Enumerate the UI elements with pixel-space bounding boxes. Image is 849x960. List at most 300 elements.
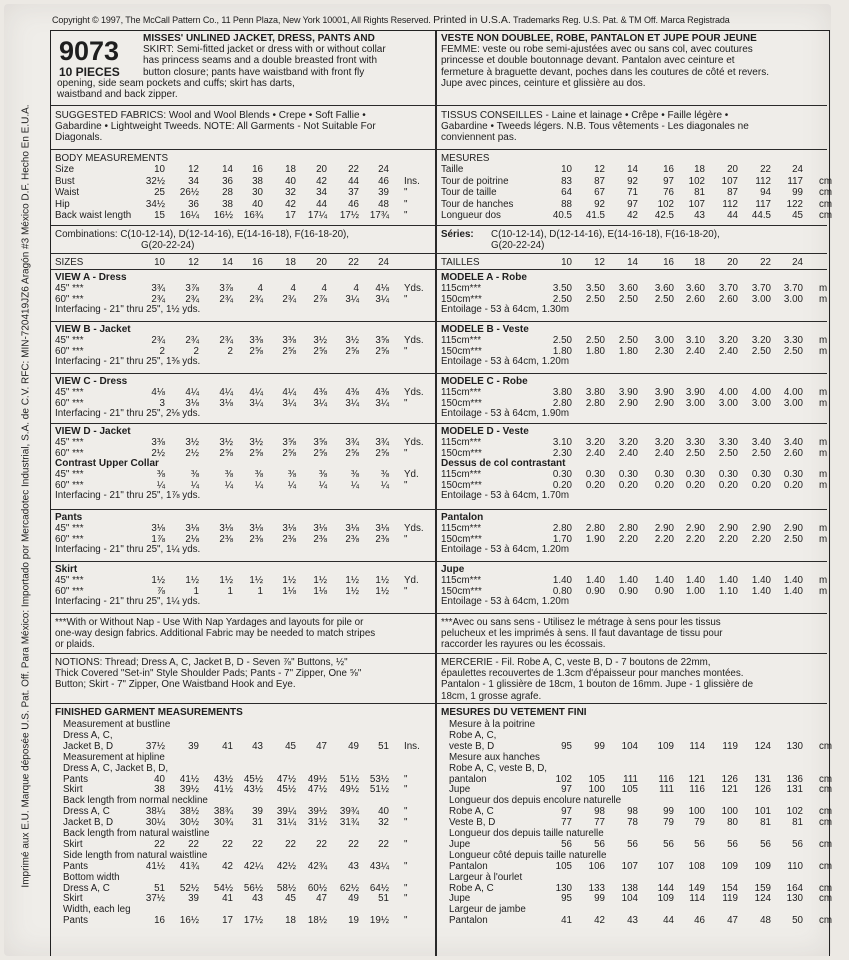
value-cell: 3½ (219, 437, 233, 448)
title-line: SKIRT: Semi-fitted jacket or dress with or without collar (143, 44, 386, 56)
unit-cell: " (404, 882, 408, 894)
value-cell: 56 (727, 838, 738, 850)
value-cell: 3⅝ (282, 437, 296, 448)
sizes-section (437, 253, 827, 269)
value-cell: 1½ (282, 575, 296, 586)
value-cell: 3⅞ (185, 283, 199, 294)
value-cell: 51 (378, 893, 389, 905)
value-cell: 105 (555, 860, 572, 872)
view-section (437, 561, 827, 613)
finished-note: Robe A, C, veste B, D, (449, 762, 548, 774)
value-cell: 40 (154, 773, 165, 785)
value-cell: 12 (188, 164, 199, 175)
unit-cell: Yds. (404, 335, 424, 346)
value-cell: 117 (755, 198, 771, 210)
yardage-row (51, 437, 435, 448)
value-cell: 2.80 (552, 397, 572, 409)
value-cell: 1⅞ (151, 533, 165, 545)
row-label: 60" *** (55, 293, 84, 305)
yardage-row (437, 335, 827, 346)
row-label: 45" *** (55, 283, 84, 294)
value-cell: 3½ (249, 437, 263, 448)
row-label: TAILLES (441, 257, 480, 268)
value-cell: 124 (754, 740, 771, 752)
value-cell: 18 (285, 257, 296, 268)
value-cell: 116 (689, 784, 705, 796)
value-cell: 130 (555, 882, 572, 894)
unit-cell: " (404, 817, 408, 829)
value-cell: 37½ (145, 893, 165, 905)
value-cell: 56 (561, 838, 572, 850)
notions-line: Thick Covered "Set-in" Style Shoulder Pads; Pants - 7" Zipper, One ⅝" (55, 668, 362, 680)
value-cell: 31½ (307, 817, 327, 829)
view-section (437, 509, 827, 561)
value-cell: 1.90 (585, 533, 605, 545)
value-cell: 97 (663, 175, 674, 187)
value-cell: 1.80 (585, 345, 605, 357)
value-cell: 38¼ (145, 806, 165, 818)
value-cell: 3.70 (751, 283, 771, 294)
unit-cell: cm (819, 198, 833, 210)
value-cell: 94 (760, 187, 771, 198)
unit-cell: Yds. (404, 283, 424, 294)
value-cell: 2 (193, 345, 199, 357)
value-cell: 47½ (276, 773, 296, 785)
nap-line: or plaids. (55, 639, 95, 651)
value-cell: 149 (688, 882, 705, 894)
value-cell: 2.80 (552, 523, 572, 534)
value-cell: 20 (727, 257, 738, 268)
value-cell: 4¼ (249, 387, 263, 398)
value-cell: 47 (727, 915, 738, 927)
row-label: 60" *** (55, 585, 84, 597)
unit-cell: " (404, 210, 408, 221)
yardage-row (437, 448, 827, 459)
value-cell: 130 (786, 740, 803, 752)
value-cell: 87 (594, 175, 605, 187)
body-row (51, 164, 435, 175)
value-cell: 58½ (276, 882, 296, 894)
view-section (437, 373, 827, 423)
row-label: Tour de poitrine (441, 175, 509, 187)
value-cell: 41½ (179, 773, 199, 785)
view-section (51, 509, 435, 561)
value-cell: 2⅝ (345, 345, 359, 357)
value-cell: 32 (378, 817, 389, 829)
finished-row (437, 817, 833, 829)
value-cell: 43 (694, 210, 705, 221)
value-cell: 51 (154, 882, 165, 894)
unit-cell: Yds. (404, 387, 424, 398)
value-cell: 2.90 (783, 523, 803, 534)
value-cell: 3¼ (375, 293, 389, 305)
value-cell: 114 (689, 740, 705, 752)
value-cell: 0.80 (552, 585, 572, 597)
body-row (51, 187, 435, 198)
value-cell: 2⅜ (249, 533, 263, 545)
nap-line: ***With or Without Nap - Use With Nap Yardages and layouts for pile or (55, 617, 364, 628)
value-cell: 0.30 (718, 469, 738, 480)
value-cell: ¼ (350, 479, 359, 491)
value-cell: 3½ (345, 335, 359, 346)
title-line: waistband and back zipper. (57, 89, 178, 100)
value-cell: 119 (722, 740, 738, 752)
value-cell: 16½ (213, 210, 233, 221)
value-cell: 42 (627, 210, 638, 221)
value-cell: 41½ (145, 860, 165, 872)
value-cell: 2.80 (585, 523, 605, 534)
value-cell: 14 (222, 257, 233, 268)
value-cell: ⅜ (254, 469, 263, 480)
value-cell: 3⅛ (375, 523, 389, 534)
value-cell: 39 (188, 740, 199, 752)
value-cell: 109 (721, 860, 738, 872)
value-cell: 131 (754, 773, 771, 785)
view-title: Pants (55, 512, 83, 523)
value-cell: 16 (154, 915, 165, 927)
row-label: Skirt (63, 838, 83, 850)
value-cell: 12 (594, 257, 605, 268)
side-text: Imprimé aux E.U. Marque déposée U.S. Pat. Off. Para México: Importado por Mercadotec Industrial, S.A. de C.V. RFC: MIN-720419JZ6 Aragón #3 México D.F. Hecho En E.U.A. (20, 104, 32, 888)
value-cell: 2.80 (585, 397, 605, 409)
value-cell: 4.00 (751, 387, 771, 398)
value-cell: 79 (694, 817, 705, 829)
value-cell: 2⅝ (249, 447, 263, 459)
value-cell: 144 (657, 882, 674, 894)
value-cell: 2.80 (618, 523, 638, 534)
value-cell: 71 (627, 187, 638, 198)
value-cell: 60½ (307, 882, 327, 894)
value-cell: 3.10 (685, 335, 705, 346)
value-cell: 99 (594, 740, 605, 752)
value-cell: 0.30 (654, 469, 674, 480)
value-cell: 22 (378, 838, 389, 850)
value-cell: 98 (627, 806, 638, 818)
row-label: 150cm*** (441, 447, 482, 459)
value-cell: 3½ (313, 335, 327, 346)
value-cell: 102 (688, 175, 705, 187)
row-label: Jupe (449, 893, 471, 905)
body-measurements-section (437, 149, 833, 225)
value-cell: 0.30 (585, 469, 605, 480)
value-cell: 4 (290, 283, 296, 294)
value-cell: 1.80 (552, 345, 572, 357)
unit-cell: " (404, 806, 408, 818)
value-cell: 2.50 (618, 293, 638, 305)
body-row (51, 210, 435, 221)
value-cell: 3⅜ (151, 437, 165, 448)
row-label: Dress A, C (63, 806, 110, 818)
nap-line: pelucheux et les imprimés à sens. Il faut davantage de tissu pour (441, 628, 723, 640)
value-cell: 26½ (179, 187, 199, 198)
value-cell: 77 (561, 817, 572, 829)
value-cell: 22 (154, 838, 165, 850)
value-cell: 1.10 (718, 585, 738, 597)
value-cell: 102 (657, 198, 674, 210)
value-cell: 48 (760, 915, 771, 927)
row-label: 45" *** (55, 575, 84, 586)
row-label: 60" *** (55, 397, 84, 409)
value-cell: 43 (348, 860, 359, 872)
value-cell: 0.20 (783, 479, 803, 491)
unit-cell: " (404, 784, 408, 796)
unit-cell: cm (819, 187, 833, 198)
value-cell: 109 (657, 893, 674, 905)
value-cell: 2.50 (718, 447, 738, 459)
unit-cell: m (819, 523, 828, 534)
unit-cell: m (819, 585, 828, 597)
value-cell: 42 (285, 198, 296, 210)
finished-row (51, 861, 435, 872)
finished-row (51, 817, 435, 828)
value-cell: 1.40 (751, 575, 771, 586)
value-cell: 130 (786, 893, 803, 905)
value-cell: 3¼ (313, 397, 327, 409)
value-cell: 4 (321, 283, 327, 294)
value-cell: 37 (348, 187, 359, 198)
value-cell: 14 (222, 164, 233, 175)
value-cell: 3.60 (618, 283, 638, 294)
combinations-section (437, 225, 827, 253)
body-row (437, 164, 827, 175)
value-cell: 50 (792, 915, 803, 927)
value-cell: ¼ (156, 479, 165, 491)
value-cell: 1½ (313, 575, 327, 586)
value-cell: 2⅝ (282, 345, 296, 357)
value-cell: 22 (348, 257, 359, 268)
finished-row (437, 784, 833, 796)
value-cell: 2.60 (783, 447, 803, 459)
value-cell: 31¾ (339, 817, 359, 829)
row-label: Waist (55, 187, 80, 198)
value-cell: 2¾ (219, 293, 233, 305)
value-cell: 44 (348, 175, 359, 187)
value-cell: 0.20 (718, 479, 738, 491)
value-cell: 2.40 (685, 345, 705, 357)
value-cell: 1½ (249, 575, 263, 586)
row-label: 150cm*** (441, 293, 482, 305)
unit-cell: m (819, 345, 828, 357)
finished-note: Longueur côté depuis taille naturelle (449, 849, 607, 861)
value-cell: 3.00 (685, 397, 705, 409)
value-cell: 2⅜ (375, 533, 389, 545)
row-label: Bust (55, 175, 75, 187)
finished-row (51, 784, 435, 795)
yardage-row (51, 387, 435, 398)
value-cell: 88 (561, 198, 572, 210)
trademark-text: Trademarks Reg. U.S. Pat. & TM Off. Marca Registrada (513, 15, 730, 25)
unit-cell: cm (819, 175, 833, 187)
value-cell: 104 (621, 740, 638, 752)
row-label: Robe A, C (449, 882, 494, 894)
value-cell: 1⅛ (282, 585, 296, 597)
series-line: G(20-22-24) (491, 240, 545, 251)
value-cell: 133 (588, 882, 605, 894)
value-cell: 2.30 (654, 345, 674, 357)
finished-row (437, 773, 833, 785)
value-cell: 124 (754, 893, 771, 905)
value-cell: 40 (252, 198, 263, 210)
value-cell: 112 (755, 175, 771, 187)
value-cell: 3⅛ (151, 523, 165, 534)
finished-row (51, 741, 435, 752)
value-cell: 2⅝ (282, 447, 296, 459)
finished-note: Mesure à la poitrine (449, 719, 536, 730)
sizes-row (51, 257, 435, 268)
value-cell: 36 (188, 198, 199, 210)
unit-cell: cm (819, 784, 833, 796)
value-cell: 12 (594, 164, 605, 175)
finished-row (437, 740, 833, 752)
yardage-row (437, 283, 827, 294)
body-measurements-section (51, 149, 435, 225)
value-cell: 46 (378, 175, 389, 187)
value-cell: 43 (252, 893, 263, 905)
row-label: Jacket B, D (63, 817, 114, 829)
unit-cell: cm (819, 838, 833, 850)
value-cell: 3.40 (751, 437, 771, 448)
row-label: 45" *** (55, 523, 84, 534)
value-cell: 1.40 (718, 575, 738, 586)
value-cell: 22 (760, 164, 771, 175)
value-cell: 2.90 (618, 397, 638, 409)
value-cell: 2⅜ (345, 533, 359, 545)
value-cell: 42 (594, 915, 605, 927)
nap-section (437, 613, 827, 653)
notions-line: Pantalon - 1 glissière de 18cm, 1 bouton de 16mm. Jupe - 1 glissière de (441, 679, 754, 691)
value-cell: 19½ (369, 915, 389, 927)
value-cell: 25 (154, 187, 165, 198)
title-line: opening, side seam pockets and cuffs; skirt has darts, (57, 77, 295, 89)
value-cell: 18 (694, 257, 705, 268)
value-cell: 3.80 (552, 387, 572, 398)
value-cell: 39½ (307, 806, 327, 818)
value-cell: 3.70 (783, 283, 803, 294)
title-line: princesse et double boutonnage devant. Pantalon avec ceinture et (441, 55, 735, 67)
value-cell: 3¼ (282, 397, 296, 409)
value-cell: 105 (621, 784, 638, 796)
value-cell: 51½ (339, 773, 359, 785)
value-cell: 20 (316, 164, 327, 175)
value-cell: 41¾ (179, 860, 199, 872)
value-cell: 3⅛ (185, 523, 199, 534)
value-cell: ⅜ (318, 469, 327, 480)
row-label: 115cm*** (441, 387, 482, 398)
value-cell: 2.50 (654, 293, 674, 305)
value-cell: 10 (154, 257, 165, 268)
value-cell: 106 (588, 860, 605, 872)
value-cell: 19 (348, 915, 359, 927)
value-cell: 24 (792, 257, 803, 268)
value-cell: 40.5 (552, 210, 572, 221)
value-cell: 121 (688, 773, 705, 785)
combinations-section (51, 225, 435, 253)
value-cell: 1 (193, 585, 199, 597)
value-cell: 159 (754, 882, 771, 894)
value-cell: 2.40 (654, 447, 674, 459)
value-cell: 39¼ (276, 806, 296, 818)
value-cell: 3.60 (685, 283, 705, 294)
value-cell: ¼ (254, 479, 263, 491)
value-cell: 1½ (185, 575, 199, 586)
yardage-row (51, 283, 435, 294)
pattern-number: 9073 (59, 36, 120, 66)
finished-note: Dress A, C, Jacket B, D, (63, 762, 169, 774)
unit-cell: cm (819, 806, 833, 818)
value-cell: 2.60 (685, 293, 705, 305)
view-title: VIEW C - Dress (55, 376, 128, 387)
row-label: SIZES (55, 257, 84, 268)
finished-note: Width, each leg (63, 904, 131, 916)
value-cell: 24 (378, 257, 389, 268)
value-cell: 3¾ (151, 283, 165, 294)
finished-note: Dress A, C, (63, 729, 113, 741)
value-cell: 2⅞ (313, 293, 327, 305)
value-cell: 131 (786, 784, 803, 796)
unit-cell: " (404, 585, 408, 597)
value-cell: 2¾ (151, 293, 165, 305)
row-label: 60" *** (55, 479, 84, 491)
copyright-line (52, 14, 821, 26)
row-label: Pantalon (449, 860, 488, 872)
value-cell: 99 (594, 893, 605, 905)
value-cell: 0.20 (552, 479, 572, 491)
value-cell: 138 (621, 882, 638, 894)
row-label: 115cm*** (441, 575, 482, 586)
value-cell: 107 (688, 198, 705, 210)
value-cell: 114 (689, 893, 705, 905)
value-cell: 41.5 (585, 210, 605, 221)
value-cell: 51 (378, 740, 389, 752)
unit-cell: cm (819, 915, 833, 927)
value-cell: 1.40 (783, 585, 803, 597)
body-heading: BODY MEASUREMENTS (55, 153, 169, 164)
value-cell: 22 (348, 164, 359, 175)
english-column (51, 31, 435, 956)
value-cell: 116 (658, 773, 674, 785)
interfacing-line: Interfacing - 21" thru 25", 2⅛ yds. (55, 408, 201, 419)
value-cell: 4⅜ (375, 387, 389, 398)
value-cell: ⅜ (190, 469, 199, 480)
interfacing-line: Interfacing - 21" thru 25", 1½ yds. (55, 304, 201, 315)
nap-line: one-way design fabrics. Additional Fabric may be needed to match stripes (55, 628, 376, 640)
value-cell: 97 (627, 198, 638, 210)
value-cell: 126 (721, 773, 738, 785)
row-label: 150cm*** (441, 345, 482, 357)
notions-line: MERCERIE - Fil. Robe A, C, veste B, D - 7 boutons de 22mm, (441, 657, 711, 668)
value-cell: 2⅜ (313, 533, 327, 545)
yardage-row (51, 480, 435, 491)
value-cell: 0.20 (751, 479, 771, 491)
finished-note: Back length from normal neckline (63, 795, 208, 807)
yardage-row (51, 398, 435, 409)
value-cell: 111 (659, 784, 674, 796)
value-cell: 38 (222, 198, 233, 210)
value-cell: 95 (561, 740, 572, 752)
unit-cell: " (404, 397, 408, 409)
finished-note: Measurement at hipline (63, 751, 165, 763)
value-cell: 79 (663, 817, 674, 829)
fabrics-line: Gabardine • Tweeds légers. N.B. Tous vêtements - Les diagonales ne (441, 121, 749, 133)
value-cell: 1½ (375, 575, 389, 586)
value-cell: 107 (657, 860, 674, 872)
value-cell: 4⅛ (375, 283, 389, 294)
yardage-row (51, 523, 435, 534)
value-cell: 2.50 (783, 345, 803, 357)
value-cell: 17¾ (369, 210, 389, 221)
value-cell: 2⅝ (345, 447, 359, 459)
row-label: Jupe (449, 838, 471, 850)
